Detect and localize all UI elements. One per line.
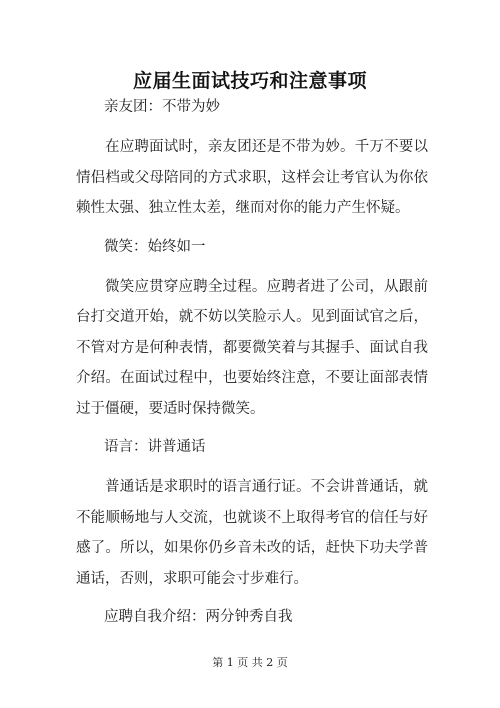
section-heading-relatives: 亲友团：不带为妙 (104, 99, 220, 115)
section-paragraph-smile: 微笑应贯穿应聘全过程。应聘者进了公司，从跟前台打交道开始，就不妨以笑脸示人。见到面试官之后，不管对方是何种表情，都要微笑着与其握手、面试自我介绍。在面试过程中，也要始终注意，不要让面部表情过于僵硬，要适时保持微笑。 (76, 278, 428, 417)
section-heading-self-introduction: 应聘自我介绍：两分钟秀自我 (104, 609, 293, 625)
document-content (76, 96, 428, 642)
document-title: 应届生面试技巧和注意事项 (132, 70, 367, 92)
page-footer: 第 1 页 共 2 页 (212, 656, 288, 669)
section-heading-language: 语言：讲普通话 (104, 439, 206, 455)
section-paragraph-relatives: 在应聘面试时，亲友团还是不带为妙。千万不要以情侣档或父母陪同的方式求职，这样会让考官认为你依赖性太强、独立性太差，继而对你的能力产生怀疑。 (76, 139, 428, 216)
section-paragraph-language: 普通话是求职时的语言通行证。不会讲普通话，就不能顺畅地与人交流，也就谈不上取得考官的信任与好感了。所以，如果你仍乡音未改的话，赶快下功夫学普通话，否则，求职可能会寸步难行。 (76, 479, 428, 587)
section-heading-smile: 微笑：始终如一 (104, 238, 206, 255)
